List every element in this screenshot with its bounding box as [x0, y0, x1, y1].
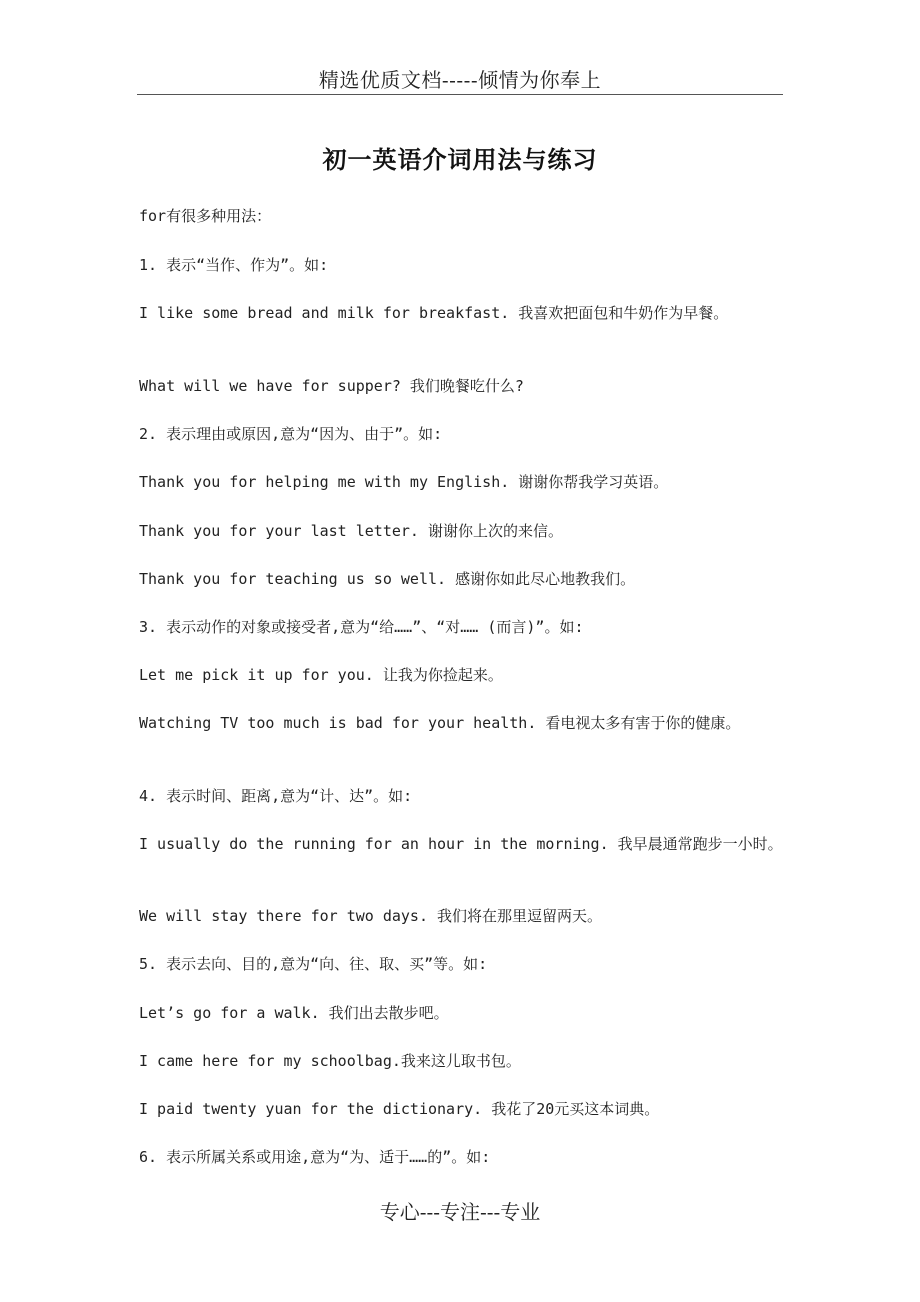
example-sentence: Thank you for helping me with my English. 谢谢你帮我学习英语。	[139, 473, 669, 491]
example-sentence: I paid twenty yuan for the dictionary. 我花了20元买这本词典。	[139, 1100, 660, 1118]
example-sentence: Watching TV too much is bad for your health. 看电视太多有害于你的健康。	[139, 714, 741, 732]
usage-heading-5: 5. 表示去向、目的,意为“向、往、取、买”等。如:	[139, 955, 488, 973]
document-title: 初一英语介词用法与练习	[322, 145, 598, 174]
example-sentence: Thank you for your last letter. 谢谢你上次的来信。	[139, 522, 563, 540]
usage-heading-4: 4. 表示时间、距离,意为“计、达”。如:	[139, 787, 413, 805]
example-sentence: I usually do the running for an hour in the morning. 我早晨通常跑步一小时。	[139, 835, 783, 853]
usage-heading-3: 3. 表示动作的对象或接受者,意为“给……”、“对…… (而言)”。如:	[139, 618, 584, 636]
example-sentence: Let’s go for a walk. 我们出去散步吧。	[139, 1004, 449, 1022]
example-sentence: What will we have for supper? 我们晚餐吃什么?	[139, 377, 524, 395]
page-header: 精选优质文档-----倾情为你奉上	[318, 68, 602, 92]
example-sentence: I came here for my schoolbag.我来这儿取书包。	[139, 1052, 521, 1070]
usage-heading-2: 2. 表示理由或原因,意为“因为、由于”。如:	[139, 425, 443, 443]
example-sentence: Thank you for teaching us so well. 感谢你如此尽心地教我们。	[139, 570, 636, 588]
intro-line: for有很多种用法：	[139, 207, 272, 225]
example-sentence: I like some bread and milk for breakfast. 我喜欢把面包和牛奶作为早餐。	[139, 304, 729, 322]
usage-heading-1: 1. 表示“当作、作为”。如:	[139, 256, 329, 274]
example-sentence: Let me pick it up for you. 让我为你捡起来。	[139, 666, 503, 684]
header-divider	[137, 94, 783, 95]
usage-heading-6: 6. 表示所属关系或用途,意为“为、适于……的”。如:	[139, 1148, 491, 1166]
example-sentence: We will stay there for two days. 我们将在那里逗留两天。	[139, 907, 603, 925]
page-footer: 专心---专注---专业	[379, 1200, 541, 1224]
